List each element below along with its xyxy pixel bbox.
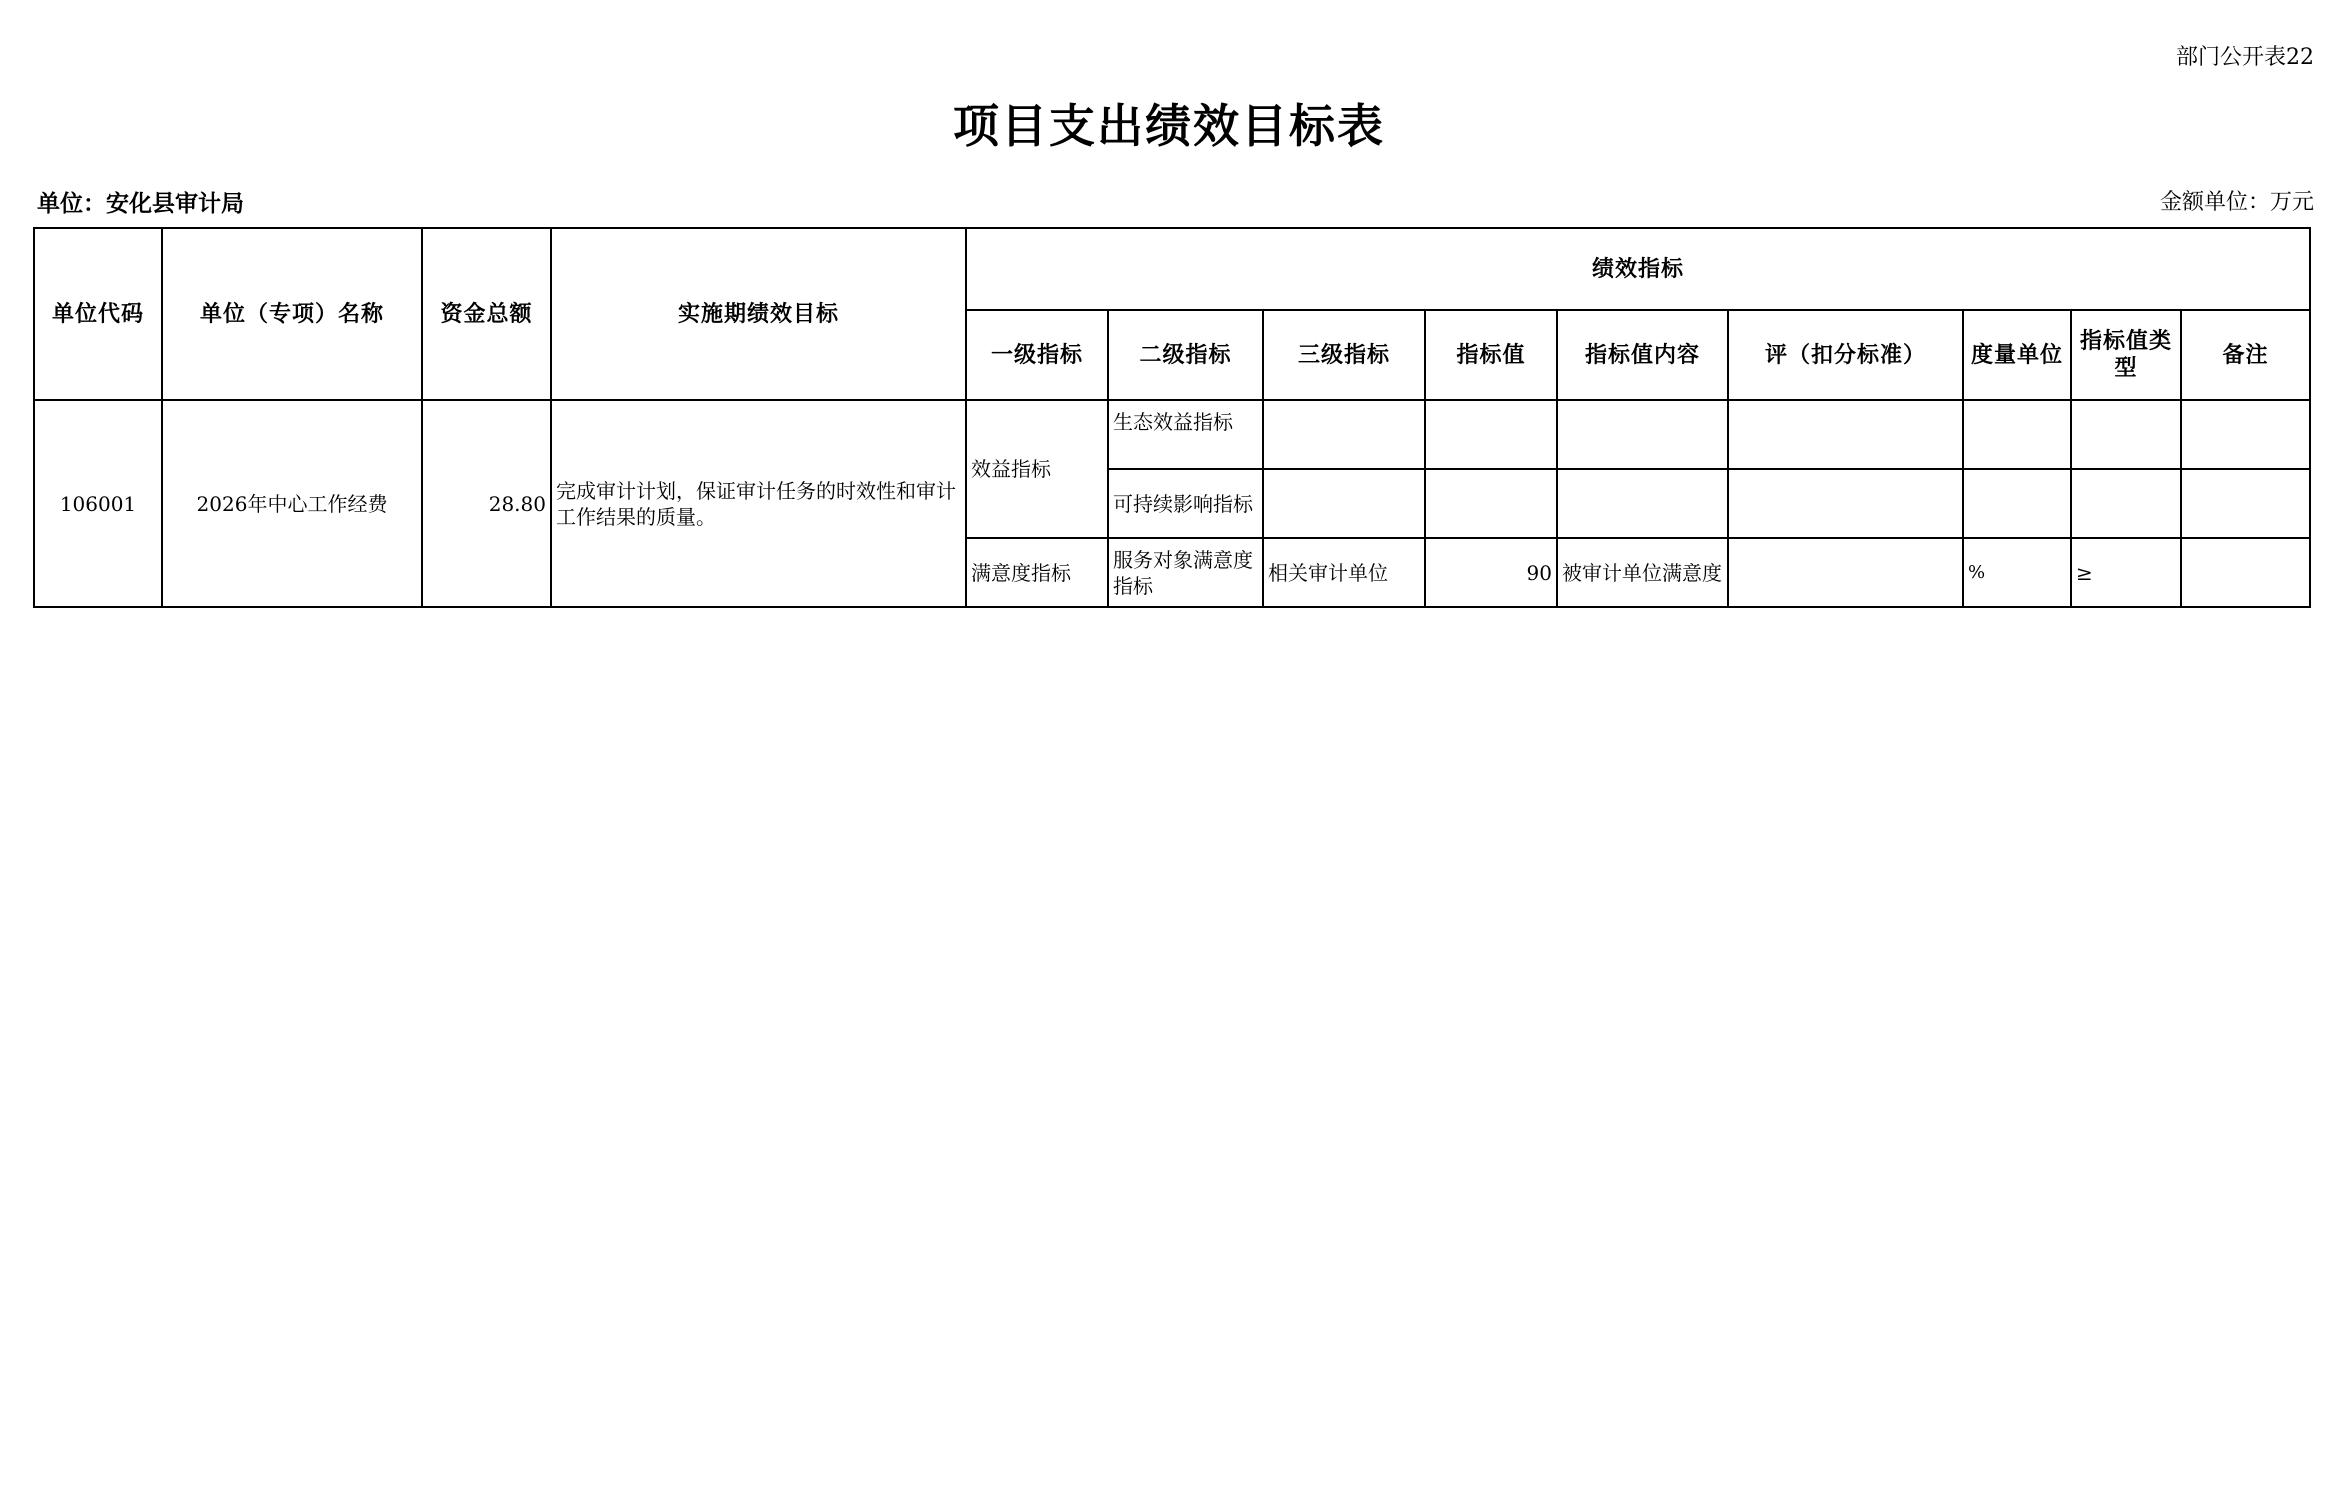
cell-level1: 满意度指标: [966, 538, 1108, 607]
header-unit-code: 单位代码: [34, 228, 162, 400]
header-scoring: 评（扣分标准）: [1728, 310, 1963, 400]
cell-scoring: [1728, 538, 1963, 607]
cell-value-type: ≥: [2071, 538, 2181, 607]
header-level1: 一级指标: [966, 310, 1108, 400]
cell-scoring: [1728, 400, 1963, 469]
cell-measure-unit: [1963, 469, 2071, 538]
unit-label: 单位：安化县审计局: [37, 191, 244, 217]
cell-remarks: [2181, 538, 2310, 607]
document-number: 部门公开表22: [2176, 45, 2314, 70]
cell-level3: [1263, 400, 1425, 469]
cell-value-content: [1557, 400, 1728, 469]
header-row-1: [34, 228, 2310, 310]
header-value-content: 指标值内容: [1557, 310, 1728, 400]
cell-remarks: [2181, 400, 2310, 469]
header-value: 指标值: [1425, 310, 1557, 400]
table-row: [34, 400, 2310, 469]
header-remarks: 备注: [2181, 310, 2310, 400]
cell-level1: 效益指标: [966, 400, 1108, 538]
cell-value-content: 被审计单位满意度: [1557, 538, 1728, 607]
cell-value: 90: [1425, 538, 1557, 607]
header-total-funds: 资金总额: [422, 228, 551, 400]
cell-level3: [1263, 469, 1425, 538]
cell-level3: 相关审计单位: [1263, 538, 1425, 607]
cell-value: [1425, 469, 1557, 538]
cell-goal: 完成审计计划，保证审计任务的时效性和审计工作结果的质量。: [551, 400, 966, 607]
page-title: 项目支出绩效目标表: [953, 99, 1385, 153]
cell-level2: 生态效益指标: [1108, 400, 1263, 469]
cell-measure-unit: %: [1963, 538, 2071, 607]
header-measure-unit: 度量单位: [1963, 310, 2071, 400]
cell-value-type: [2071, 400, 2181, 469]
header-value-type: 指标值类型: [2071, 310, 2181, 400]
cell-unit-code: 106001: [34, 400, 162, 607]
cell-scoring: [1728, 469, 1963, 538]
cell-measure-unit: [1963, 400, 2071, 469]
header-level2: 二级指标: [1108, 310, 1263, 400]
cell-level2: 服务对象满意度指标: [1108, 538, 1263, 607]
cell-level2: 可持续影响指标: [1108, 469, 1263, 538]
performance-target-table: [33, 227, 2311, 608]
header-indicators: 绩效指标: [966, 228, 2310, 310]
cell-total-funds: 28.80: [422, 400, 551, 607]
cell-value: [1425, 400, 1557, 469]
cell-value-content: [1557, 469, 1728, 538]
header-goal: 实施期绩效目标: [551, 228, 966, 400]
header-level3: 三级指标: [1263, 310, 1425, 400]
cell-value-type: [2071, 469, 2181, 538]
cell-unit-name: 2026年中心工作经费: [162, 400, 422, 607]
cell-remarks: [2181, 469, 2310, 538]
header-unit-name: 单位（专项）名称: [162, 228, 422, 400]
amount-unit-label: 金额单位：万元: [2159, 190, 2314, 215]
